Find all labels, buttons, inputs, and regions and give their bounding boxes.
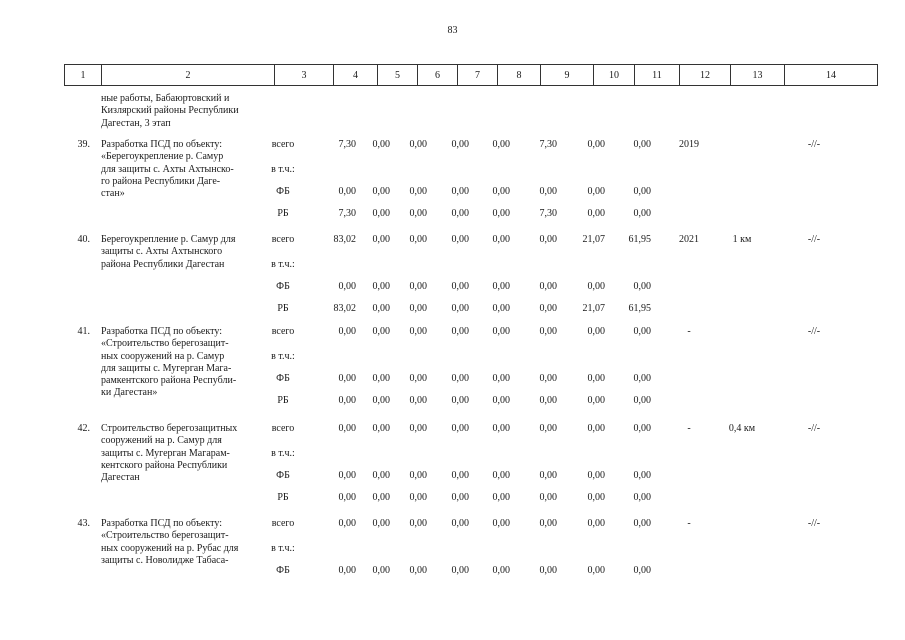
- header-col-13: 13: [731, 65, 785, 86]
- row-number: 41.: [77, 326, 90, 337]
- value-cell: 0,00: [633, 326, 651, 337]
- value-cell: 0,00: [338, 470, 356, 481]
- value-cell: 0,00: [587, 492, 605, 503]
- description-line: «Строительство берегозащит-: [101, 530, 229, 542]
- header-col-11: 11: [635, 65, 680, 86]
- row-description: [101, 234, 271, 271]
- description-line: Разработка ПСД по объекту:: [101, 139, 222, 150]
- note-cell: -//-: [807, 518, 821, 529]
- value-cell: 0,00: [451, 518, 469, 529]
- year-cell: 2021: [679, 234, 699, 245]
- description-line: «Берегоукрепление р. Самур: [101, 151, 224, 163]
- description-line: сооружений на р. Самур для: [101, 435, 222, 447]
- header-col-2: 2: [102, 65, 275, 86]
- value-cell: 0,00: [451, 303, 469, 314]
- funding-label: всего: [271, 326, 295, 337]
- value-cell: 0,00: [372, 518, 390, 529]
- funding-label: ФБ: [276, 281, 290, 292]
- funding-label: РБ: [277, 492, 289, 503]
- note-cell: -//-: [807, 234, 821, 245]
- description-line: «Строительство берегозащит-: [101, 338, 229, 350]
- row-number: 39.: [77, 139, 90, 150]
- value-cell: 0,00: [409, 281, 427, 292]
- description-line: Разработка ПСД по объекту:: [101, 518, 222, 529]
- value-cell: 0,00: [492, 139, 510, 150]
- value-cell: 0,00: [492, 470, 510, 481]
- value-cell: 0,00: [492, 373, 510, 384]
- funding-label: ФБ: [276, 470, 290, 481]
- year-cell: -: [687, 423, 691, 434]
- value-cell: 7,30: [338, 139, 356, 150]
- value-cell: 0,00: [633, 186, 651, 197]
- value-cell: 0,00: [338, 186, 356, 197]
- value-cell: 0,00: [451, 234, 469, 245]
- value-cell: 0,00: [492, 281, 510, 292]
- header-col-12: 12: [680, 65, 731, 86]
- value-cell: 0,00: [338, 492, 356, 503]
- value-cell: 0,00: [492, 395, 510, 406]
- value-cell: 0,00: [539, 470, 557, 481]
- description-line: района Республики Дагестан: [101, 258, 225, 270]
- value-cell: 0,00: [372, 186, 390, 197]
- value-cell: 0,00: [539, 234, 557, 245]
- value-cell: 0,00: [633, 208, 651, 219]
- value-cell: 0,00: [492, 326, 510, 337]
- funding-label: ФБ: [276, 186, 290, 197]
- value-cell: 83,02: [333, 234, 356, 245]
- funding-label: в т.ч.:: [271, 259, 295, 270]
- description-line: Разработка ПСД по объекту:: [101, 326, 222, 337]
- value-cell: 0,00: [451, 208, 469, 219]
- header-col-6: 6: [418, 65, 458, 86]
- description-line: рамкентского района Республи-: [101, 375, 237, 387]
- value-cell: 0,00: [451, 492, 469, 503]
- value-cell: 0,00: [539, 186, 557, 197]
- value-cell: 0,00: [409, 139, 427, 150]
- capacity-cell: 1 км: [732, 234, 752, 245]
- value-cell: 0,00: [633, 373, 651, 384]
- value-cell: 0,00: [539, 373, 557, 384]
- value-cell: 7,30: [338, 208, 356, 219]
- value-cell: 0,00: [372, 303, 390, 314]
- funding-label: в т.ч.:: [271, 164, 295, 175]
- description-line: Строительство берегозащитных: [101, 423, 238, 434]
- value-cell: 0,00: [492, 492, 510, 503]
- description-line: защиты с. Ахты Ахтынского: [101, 246, 223, 258]
- value-cell: 0,00: [451, 395, 469, 406]
- value-cell: 0,00: [338, 373, 356, 384]
- funding-label: ФБ: [276, 565, 290, 576]
- header-col-3: 3: [275, 65, 334, 86]
- description-line: ки Дагестан»: [101, 387, 158, 399]
- value-cell: 0,00: [409, 518, 427, 529]
- value-cell: 0,00: [587, 139, 605, 150]
- row-description: [101, 518, 271, 567]
- value-cell: 0,00: [633, 139, 651, 150]
- description-line: ных сооружений на р. Самур: [101, 350, 225, 362]
- value-cell: 0,00: [492, 208, 510, 219]
- value-cell: 0,00: [587, 373, 605, 384]
- value-cell: 0,00: [409, 565, 427, 576]
- value-cell: 0,00: [409, 326, 427, 337]
- header-col-9: 9: [541, 65, 594, 86]
- value-cell: 7,30: [539, 139, 557, 150]
- value-cell: 0,00: [451, 186, 469, 197]
- value-cell: 0,00: [338, 518, 356, 529]
- row-number: 40.: [77, 234, 90, 245]
- value-cell: 0,00: [633, 518, 651, 529]
- description-line: для защиты с. Ахты Ахтынско-: [101, 163, 234, 175]
- note-cell: -//-: [807, 139, 821, 150]
- value-cell: 0,00: [587, 395, 605, 406]
- funding-label: всего: [271, 423, 295, 434]
- value-cell: 0,00: [409, 373, 427, 384]
- continuation-text: [101, 93, 271, 130]
- description-line: Дагестан: [101, 472, 140, 484]
- value-cell: 0,00: [587, 208, 605, 219]
- funding-label: всего: [271, 139, 295, 150]
- description-line: ных сооружений на р. Рубас для: [101, 542, 239, 554]
- value-cell: 0,00: [409, 303, 427, 314]
- row-number: 42.: [77, 423, 90, 434]
- funding-label: в т.ч.:: [271, 351, 295, 362]
- value-cell: 0,00: [409, 395, 427, 406]
- funding-label: РБ: [277, 303, 289, 314]
- value-cell: 0,00: [633, 565, 651, 576]
- value-cell: 0,00: [587, 518, 605, 529]
- funding-label: ФБ: [276, 373, 290, 384]
- year-cell: -: [687, 518, 691, 529]
- page-number: 83: [447, 25, 458, 36]
- value-cell: 0,00: [372, 423, 390, 434]
- value-cell: 0,00: [539, 565, 557, 576]
- funding-label: РБ: [277, 208, 289, 219]
- value-cell: 0,00: [492, 303, 510, 314]
- funding-label: всего: [271, 234, 295, 245]
- value-cell: 0,00: [409, 186, 427, 197]
- funding-label: РБ: [277, 395, 289, 406]
- value-cell: 0,00: [451, 281, 469, 292]
- value-cell: 0,00: [451, 373, 469, 384]
- value-cell: 0,00: [372, 234, 390, 245]
- description-line: для защиты с. Мугерган Мага-: [101, 362, 232, 374]
- description-line: Берегоукрепление р. Самур для: [101, 234, 236, 245]
- header-col-10: 10: [594, 65, 635, 86]
- value-cell: 0,00: [409, 234, 427, 245]
- value-cell: 0,00: [587, 470, 605, 481]
- header-col-7: 7: [458, 65, 498, 86]
- value-cell: 0,00: [409, 208, 427, 219]
- value-cell: 21,07: [582, 303, 605, 314]
- table-header: [64, 64, 878, 86]
- value-cell: 0,00: [539, 303, 557, 314]
- value-cell: 0,00: [409, 470, 427, 481]
- value-cell: 0,00: [633, 281, 651, 292]
- value-cell: 0,00: [451, 565, 469, 576]
- value-cell: 0,00: [372, 565, 390, 576]
- description-line: защиты с. Новолидже Табаса-: [101, 554, 229, 566]
- value-cell: 0,00: [451, 139, 469, 150]
- value-cell: 0,00: [587, 186, 605, 197]
- value-cell: 0,00: [492, 234, 510, 245]
- value-cell: 0,00: [539, 395, 557, 406]
- value-cell: 0,00: [492, 565, 510, 576]
- funding-label: всего: [271, 518, 295, 529]
- description-line: кентского района Республики: [101, 459, 228, 471]
- continuation-line: Кизлярский районы Республики: [101, 105, 239, 117]
- value-cell: 21,07: [582, 234, 605, 245]
- value-cell: 0,00: [492, 518, 510, 529]
- value-cell: 0,00: [587, 326, 605, 337]
- value-cell: 0,00: [372, 470, 390, 481]
- value-cell: 0,00: [338, 423, 356, 434]
- value-cell: 61,95: [628, 303, 651, 314]
- value-cell: 0,00: [633, 395, 651, 406]
- value-cell: 0,00: [633, 492, 651, 503]
- description-line: стан»: [101, 188, 125, 200]
- row-description: [101, 139, 271, 200]
- row-description: [101, 423, 271, 484]
- value-cell: 0,00: [409, 492, 427, 503]
- header-col-14: 14: [785, 65, 878, 86]
- year-cell: -: [687, 326, 691, 337]
- funding-label: в т.ч.:: [271, 448, 295, 459]
- continuation-line: Дагестан, 3 этап: [101, 117, 171, 129]
- value-cell: 0,00: [492, 186, 510, 197]
- value-cell: 0,00: [451, 470, 469, 481]
- value-cell: 0,00: [633, 423, 651, 434]
- capacity-cell: 0,4 км: [728, 423, 756, 434]
- row-description: [101, 326, 271, 400]
- note-cell: -//-: [807, 423, 821, 434]
- value-cell: 7,30: [539, 208, 557, 219]
- header-row: [65, 65, 878, 86]
- value-cell: 83,02: [333, 303, 356, 314]
- value-cell: 0,00: [409, 423, 427, 434]
- value-cell: 61,95: [628, 234, 651, 245]
- header-col-5: 5: [378, 65, 418, 86]
- value-cell: 0,00: [539, 492, 557, 503]
- value-cell: 0,00: [372, 139, 390, 150]
- value-cell: 0,00: [372, 395, 390, 406]
- value-cell: 0,00: [372, 281, 390, 292]
- value-cell: 0,00: [633, 470, 651, 481]
- value-cell: 0,00: [451, 326, 469, 337]
- continuation-line: ные работы, Бабаюртовский и: [101, 93, 230, 104]
- year-cell: 2019: [679, 139, 699, 150]
- value-cell: 0,00: [587, 423, 605, 434]
- description-line: го района Республики Даге-: [101, 175, 221, 187]
- row-number: 43.: [77, 518, 90, 529]
- header-col-4: 4: [334, 65, 378, 86]
- note-cell: -//-: [807, 326, 821, 337]
- value-cell: 0,00: [539, 423, 557, 434]
- value-cell: 0,00: [539, 518, 557, 529]
- value-cell: 0,00: [539, 326, 557, 337]
- value-cell: 0,00: [539, 281, 557, 292]
- header-col-1: 1: [65, 65, 102, 86]
- value-cell: 0,00: [372, 208, 390, 219]
- value-cell: 0,00: [451, 423, 469, 434]
- funding-label: в т.ч.:: [271, 543, 295, 554]
- description-line: защиты с. Мугерган Магарам-: [101, 447, 230, 459]
- value-cell: 0,00: [338, 326, 356, 337]
- value-cell: 0,00: [587, 281, 605, 292]
- value-cell: 0,00: [372, 373, 390, 384]
- header-col-8: 8: [498, 65, 541, 86]
- value-cell: 0,00: [372, 326, 390, 337]
- value-cell: 0,00: [338, 565, 356, 576]
- value-cell: 0,00: [587, 565, 605, 576]
- value-cell: 0,00: [372, 492, 390, 503]
- value-cell: 0,00: [338, 395, 356, 406]
- value-cell: 0,00: [492, 423, 510, 434]
- value-cell: 0,00: [338, 281, 356, 292]
